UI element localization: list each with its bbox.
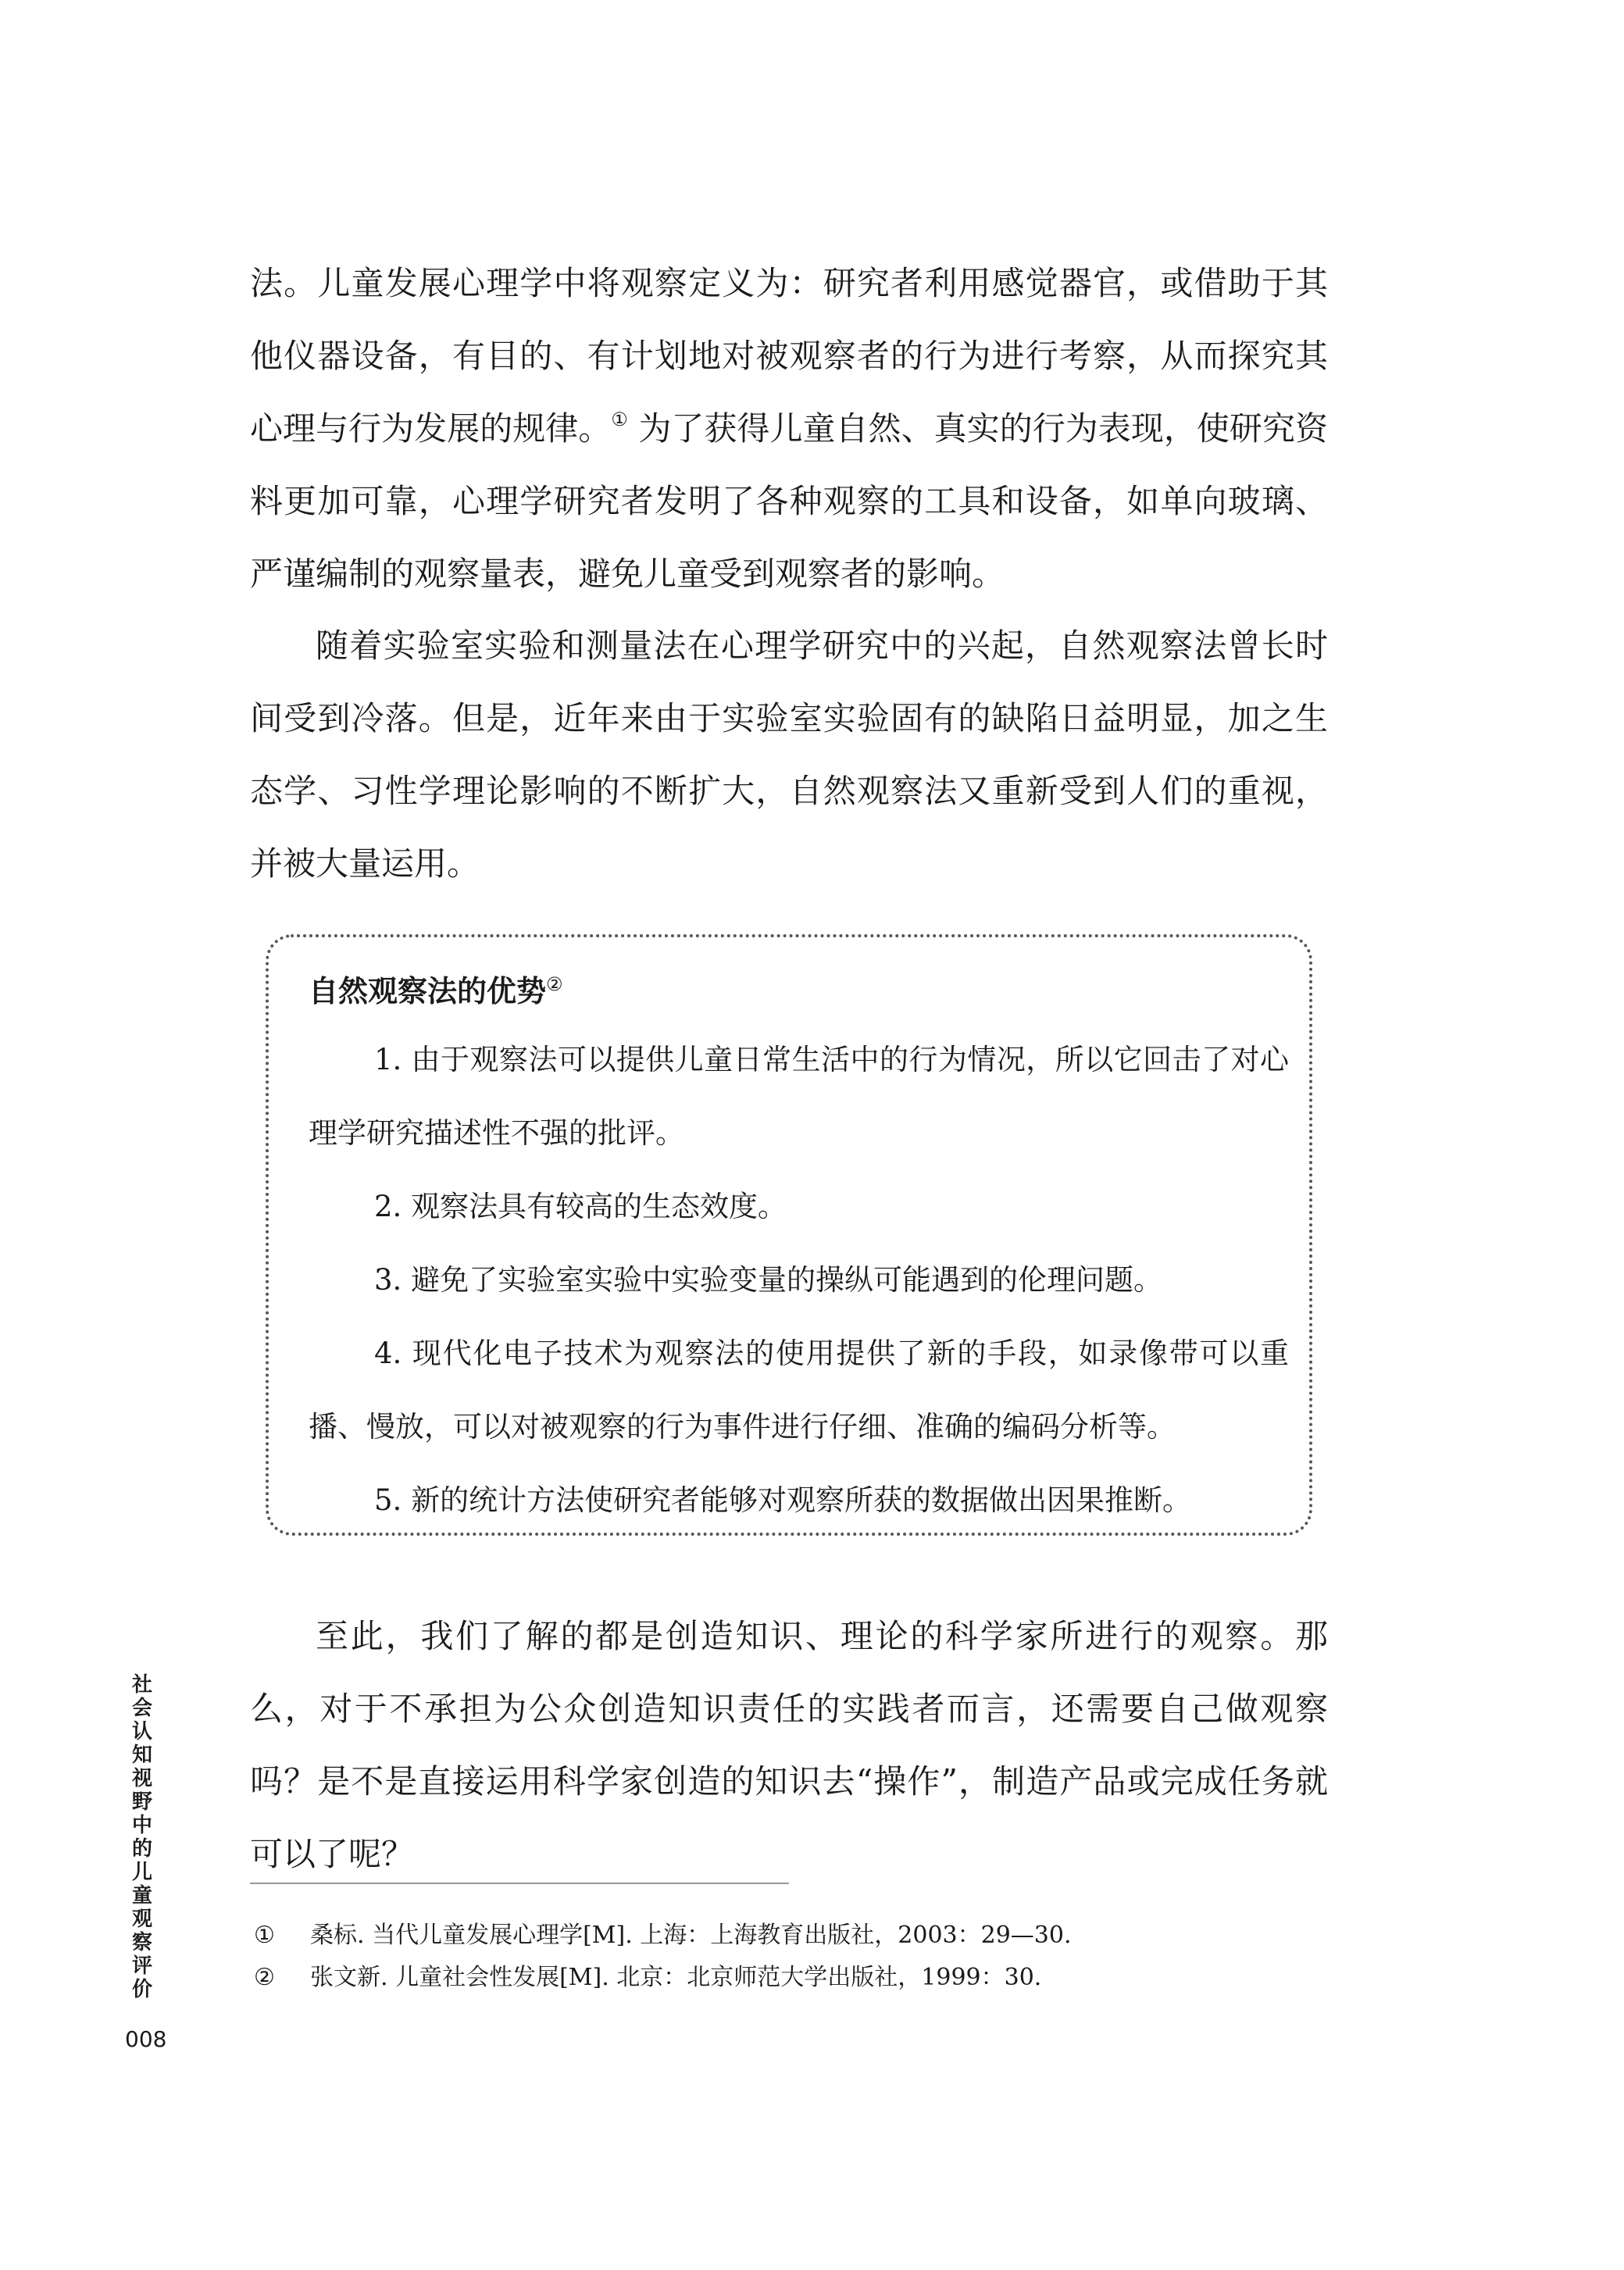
footnote-1 xyxy=(254,1920,1072,1951)
footnote-ref-1[interactable]: ① xyxy=(611,409,628,430)
advantage-item: 2. 观察法具有较高的生态效度。 xyxy=(374,1190,787,1223)
paragraph-practitioners-question: 至此，我们了解的都是创造知识、理论的科学家所进行的观察。那么，对于不承担为公众创造知识责任的实践者而言，还需要自己做观察吗？是不是直接运用科学家创造的知识去“操作”，制造产品或完成任务就可以了呢？ xyxy=(250,1617,1328,1873)
paragraph-observation-definition xyxy=(250,247,1328,610)
footnote-ref-2[interactable]: ② xyxy=(546,973,563,995)
footnote-text: 桑标. 当代儿童发展心理学[M]. 上海：上海教育出版社，2003：29—30. xyxy=(310,1922,1072,1949)
footnote-mark: ① xyxy=(254,1922,275,1949)
advantage-item: 1. 由于观察法可以提供儿童日常生活中的行为情况，所以它回击了对心理学研究描述性不强的批评。 xyxy=(309,1043,1289,1150)
footnote-divider xyxy=(250,1883,789,1884)
footnote-2 xyxy=(254,1962,1041,1993)
paragraph-naturalistic-observation: 随着实验室实验和测量法在心理学研究中的兴起，自然观察法曾长时间受到冷落。但是，近年来由于实验室实验固有的缺陷日益明显，加之生态学、习性学理论影响的不断扩大，自然观察法又重新受到人们的重视，并被大量运用。 xyxy=(250,626,1328,883)
advantage-item: 5. 新的统计方法使研究者能够对观察所获的数据做出因果推断。 xyxy=(374,1483,1192,1517)
paragraph-text: 法。儿童发展心理学中将观察定义为：研究者利用感觉器官，或借助于其他仪器设备，有目的、有计划地对被观察者的行为进行考察，从而探究其心理与行为发展的规律。 xyxy=(250,264,1328,448)
running-book-title: 社会认知视野中的儿童观察评价 xyxy=(131,1673,152,2001)
paragraph-text-continued: 为了获得儿童自然、真实的行为表现，使研究资料更加可靠，心理学研究者发明了各种观察的工具和设备，如单向玻璃、严谨编制的观察量表，避免儿童受到观察者的影响。 xyxy=(250,409,1328,593)
page-number: 008 xyxy=(125,2026,167,2052)
advantages-title-text: 自然观察法的优势 xyxy=(309,974,547,1008)
advantages-box-title xyxy=(309,967,563,1010)
advantage-item: 3. 避免了实验室实验中实验变量的操纵可能遇到的伦理问题。 xyxy=(374,1263,1163,1297)
footnote-text: 张文新. 儿童社会性发展[M]. 北京：北京师范大学出版社，1999：30. xyxy=(310,1964,1042,1991)
footnote-mark: ② xyxy=(254,1964,275,1991)
advantage-item: 4. 现代化电子技术为观察法的使用提供了新的手段，如录像带可以重播、慢放，可以对被观察的行为事件进行仔细、准确的编码分析等。 xyxy=(309,1337,1289,1444)
